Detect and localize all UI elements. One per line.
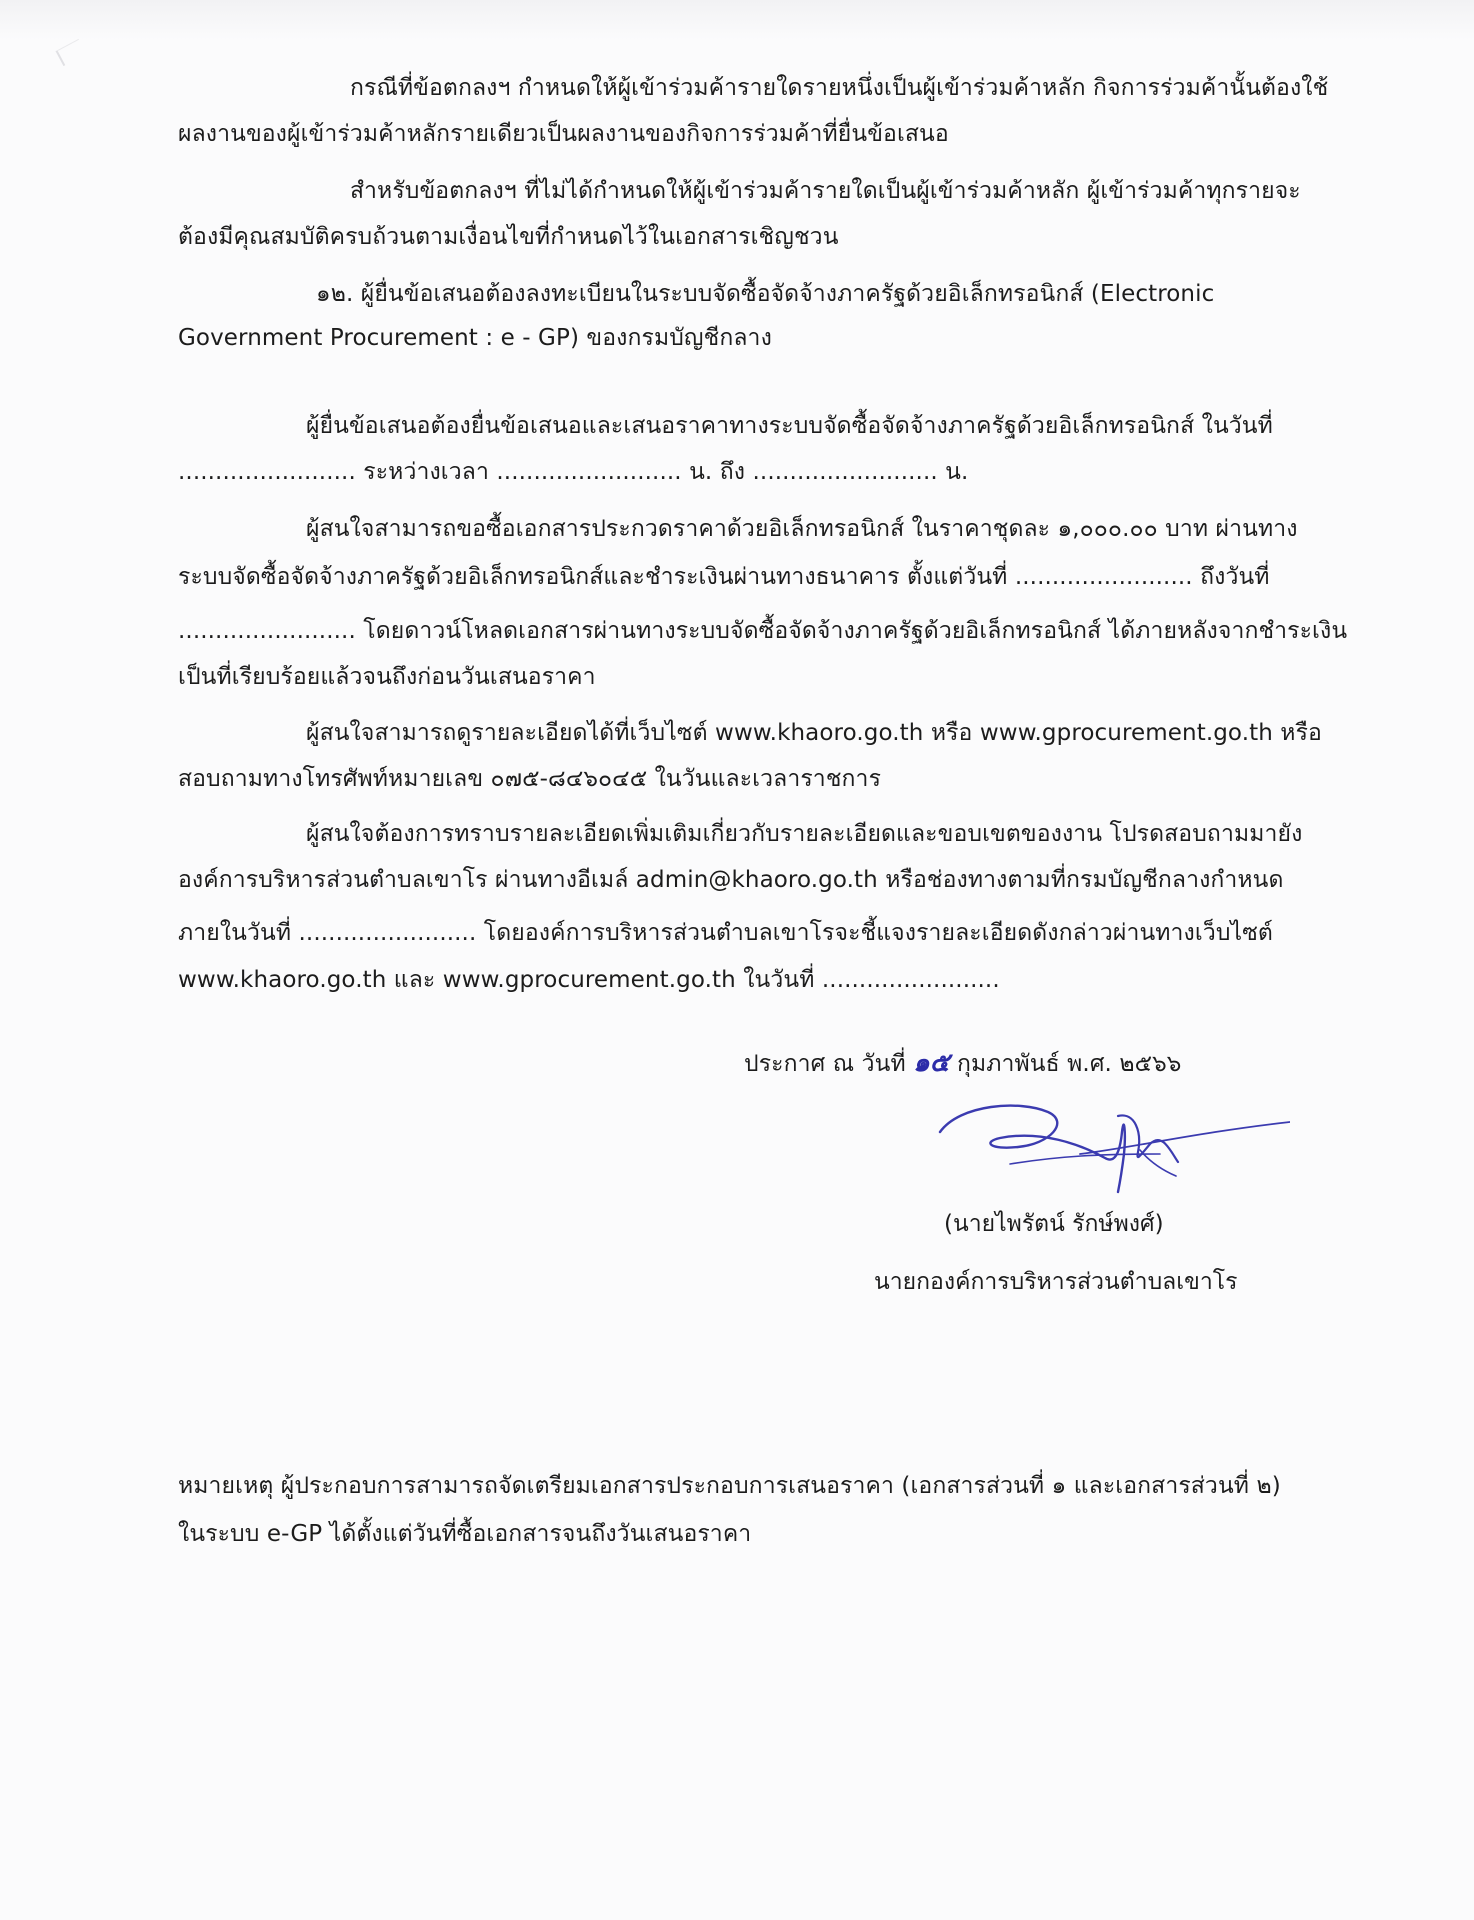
- signature-mark: [930, 1092, 1290, 1202]
- paragraph-2-line-1: สำหรับข้อตกลงฯ ที่ไม่ได้กำหนดให้ผู้เข้าร่วมค้ารายใดเป็นผู้เข้าร่วมค้าหลัก ผู้เข้าร่วมค้าทุกรายจะ: [350, 178, 1301, 204]
- announcement-day: ๑๕: [913, 1048, 950, 1078]
- announcement-date: [744, 1047, 1182, 1080]
- paragraph-5-line-1: ผู้สนใจสามารถขอซื้อเอกสารประกวดราคาด้วยอิเล็กทรอนิกส์ ในราคาชุดละ ๑,๐๐๐.๐๐ บาท ผ่านทาง: [306, 516, 1298, 542]
- paragraph-6-line-1: ผู้สนใจสามารถดูรายละเอียดได้ที่เว็บไซต์ www.khaoro.go.th หรือ www.gprocurement.go.th หรือ: [306, 720, 1322, 746]
- paragraph-2-line-2: ต้องมีคุณสมบัติครบถ้วนตามเงื่อนไขที่กำหนดไว้ในเอกสารเชิญชวน: [178, 224, 839, 250]
- paragraph-7-line-2: องค์การบริหารส่วนตำบลเขาโร ผ่านทางอีเมล์ admin@khaoro.go.th หรือช่องทางตามที่กรมบัญชีกลางกำหนด: [178, 867, 1284, 893]
- announcement-month-year: กุมภาพันธ์ พ.ศ. ๒๕๖๖: [956, 1051, 1182, 1077]
- paper-corner-mark: [56, 39, 87, 66]
- paragraph-6-line-2: สอบถามทางโทรศัพท์หมายเลข ๐๗๕-๘๔๖๐๔๕ ในวันและเวลาราชการ: [178, 766, 882, 792]
- paragraph-7-line-3: ภายในวันที่ ........................ โดยองค์การบริหารส่วนตำบลเขาโรจะชี้แจงรายละเอียดดังกล่าวผ่านทางเว็บไซต์: [178, 920, 1273, 946]
- item-12-line-2: Government Procurement : e - GP) ของกรมบัญชีกลาง: [178, 325, 772, 351]
- paragraph-7-line-4: www.khaoro.go.th และ www.gprocurement.go.th ในวันที่ ........................: [178, 967, 1000, 993]
- signer-name: (นายไพรัตน์ รักษ์พงศ์): [944, 1211, 1164, 1237]
- note-line-1: หมายเหตุ ผู้ประกอบการสามารถจัดเตรียมเอกสารประกอบการเสนอราคา (เอกสารส่วนที่ ๑ และเอกสารส่วนที่ ๒): [178, 1473, 1281, 1499]
- paragraph-7-line-1: ผู้สนใจต้องการทราบรายละเอียดเพิ่มเติมเกี่ยวกับรายละเอียดและขอบเขตของงาน โปรดสอบถามมายัง: [306, 821, 1303, 847]
- signer-position: นายกองค์การบริหารส่วนตำบลเขาโร: [874, 1269, 1238, 1295]
- paragraph-4-line-2: ........................ ระหว่างเวลา ......................... น. ถึง ......................... น.: [178, 459, 969, 485]
- scan-edge-shadow: [0, 0, 1474, 40]
- paragraph-5-line-4: เป็นที่เรียบร้อยแล้วจนถึงก่อนวันเสนอราคา: [178, 664, 596, 690]
- paragraph-5-line-2: ระบบจัดซื้อจัดจ้างภาครัฐด้วยอิเล็กทรอนิกส์และชำระเงินผ่านทางธนาคาร ตั้งแต่วันที่ ........................ ถึงวันที่: [178, 564, 1270, 590]
- announcement-prefix: ประกาศ ณ วันที่: [744, 1051, 906, 1077]
- paragraph-5-line-3: ........................ โดยดาวน์โหลดเอกสารผ่านทางระบบจัดซื้อจัดจ้างภาครัฐด้วยอิเล็กทรอนิกส์ ได้ภายหลังจากชำระเงิน: [178, 618, 1348, 644]
- item-12-line-1: ๑๒. ผู้ยื่นข้อเสนอต้องลงทะเบียนในระบบจัดซื้อจัดจ้างภาครัฐด้วยอิเล็กทรอนิกส์ (Electronic: [316, 281, 1215, 307]
- paragraph-1-line-1: กรณีที่ข้อตกลงฯ กำหนดให้ผู้เข้าร่วมค้ารายใดรายหนึ่งเป็นผู้เข้าร่วมค้าหลัก กิจการร่วมค้านั้นต้องใช้: [350, 75, 1329, 101]
- note-line-2: ในระบบ e-GP ได้ตั้งแต่วันที่ซื้อเอกสารจนถึงวันเสนอราคา: [178, 1521, 752, 1547]
- paragraph-4-line-1: ผู้ยื่นข้อเสนอต้องยื่นข้อเสนอและเสนอราคาทางระบบจัดซื้อจัดจ้างภาครัฐด้วยอิเล็กทรอนิกส์ ในวันที่: [306, 413, 1273, 439]
- paragraph-1-line-2: ผลงานของผู้เข้าร่วมค้าหลักรายเดียวเป็นผลงานของกิจการร่วมค้าที่ยื่นข้อเสนอ: [178, 121, 949, 147]
